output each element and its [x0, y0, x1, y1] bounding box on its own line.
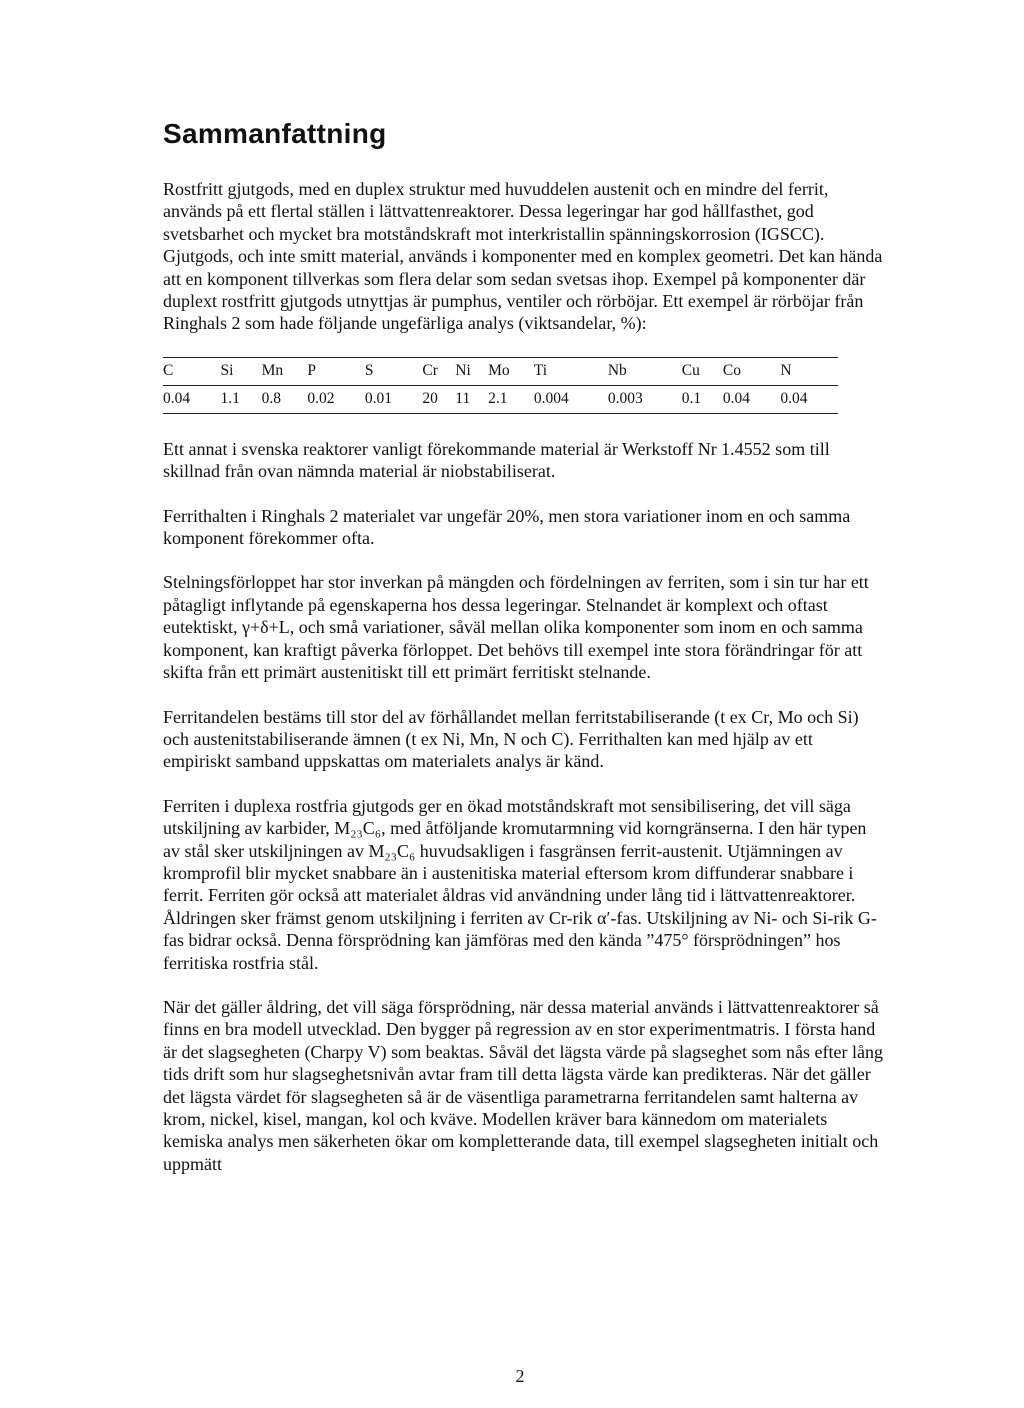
- header-cell: Mo: [488, 357, 534, 385]
- page-number: 2: [515, 1366, 525, 1386]
- document-page: [163, 118, 885, 1197]
- value-cell: 0.04: [723, 385, 781, 413]
- value-cell: 0.004: [534, 385, 608, 413]
- header-cell: Si: [221, 357, 262, 385]
- value-cell: 11: [455, 385, 488, 413]
- composition-table: [163, 357, 838, 414]
- paragraph-aging: När det gäller åldring, det vill säga försprödning, när dessa material används i lättvattenreaktorer så finns en bra modell utvecklad. Den bygger på regression av en stor experimentmatris. I första hand är det slagsegheten (Charpy V) som beaktas. Såväl det lägsta värde på slagseghet som nås efter lång tids drift som hur slagseghetsnivån avtar fram till detta lägsta värde kan predikteras. När det gäller det lägsta värdet för slagsegheten så är de väsentliga parametrarna ferritandelen samt halterna av krom, nickel, kisel, mangan, kol och kväve. Modellen kräver bara kännedom om materialets kemiska analys men säkerheten ökar om kompletterande data, till exempel slagsegheten initialt och uppmätt: [163, 996, 883, 1174]
- composition-header-row: [163, 357, 838, 385]
- paragraph-ferrite-content: Ferrithalten i Ringhals 2 materialet var ungefär 20%, men stora variationer inom en och samma komponent förekommer ofta.: [163, 505, 851, 549]
- value-cell: 1.1: [221, 385, 262, 413]
- value-cell: 0.02: [307, 385, 365, 413]
- header-cell: C: [163, 357, 221, 385]
- header-cell: Co: [723, 357, 781, 385]
- value-cell: 2.1: [488, 385, 534, 413]
- paragraph-ferrite-fraction: Ferritandelen bestäms till stor del av förhållandet mellan ferritstabiliserande (t ex Cr, Mo och Si) och austenitstabiliserande ämnen (t ex Ni, Mn, N och C). Ferrithalten kan med hjälp av ett empiriskt samband uppskattas om materialets analys är känd.: [163, 706, 859, 772]
- header-cell: Cu: [682, 357, 723, 385]
- value-cell: 0.01: [365, 385, 423, 413]
- header-cell: Ni: [455, 357, 488, 385]
- paragraph-solidification: Stelningsförloppet har stor inverkan på mängden och fördelningen av ferriten, som i sin tur har ett påtagligt inflytande på egenskaperna hos dessa legeringar. Stelnandet är komplext och oftast eutektiskt, γ+δ+L, och små variationer, såväl mellan olika komponenter som inom en och samma komponent, kan kraftigt påverka förloppet. Det behövs till exempel inte stora förändringar för att skifta från ett primärt austenitiskt till ett primärt ferritiskt stelnande.: [163, 572, 869, 683]
- value-cell: 0.04: [780, 385, 838, 413]
- paragraph-werkstoff: Ett annat i svenska reaktorer vanligt förekommande material är Werkstoff Nr 1.4552 som till skillnad från ovan nämnda material är niobstabiliserat.: [163, 438, 830, 482]
- value-cell: 0.04: [163, 385, 221, 413]
- paragraph-intro: Rostfritt gjutgods, med en duplex struktur med huvuddelen austenit och en mindre del ferrit, används på ett flertal ställen i lättvattenreaktorer. Dessa legeringar har god hållfasthet, god svetsbarhet och mycket bra motståndskraft mot interkristallin spänningskorrosion (IGSCC). Gjutgods, och inte smitt material, används i komponenter med en komplex geometri. Det kan hända att en komponent tillverkas som flera delar som sedan svetsas ihop. Exempel på komponenter där duplext rostfritt gjutgods utnyttjas är pumphus, ventiler och rörböjar. Ett exempel är rörböjar från Ringhals 2 som hade följande ungefärliga analys (viktsandelar, %):: [163, 179, 883, 334]
- paragraph-sensitization: Ferriten i duplexa rostfria gjutgods ger en ökad motståndskraft mot sensibilisering, det vill säga utskiljning av karbider, M₂₃C₆, med åtföljande kromutarmning vid korngränserna. I den här typen av stål sker utskiljningen av M₂₃C₆ huvudsakligen i fasgränsen ferrit-austenit. Utjämningen av kromprofil blir mycket snabbare än i austenitiska material eftersom krom diffunderar snabbare i ferrit. Ferriten gör också att materialet åldras vid användning under lång tid i lättvattenreaktorer. Åldringen sker främst genom utskiljning i ferriten av Cr-rik α′-fas. Utskiljning av Ni- och Si-rik G-fas bidrar också. Denna försprödning kan jämföras med den kända ”475° försprödningen” hos ferritiska rostfria stål.: [163, 795, 877, 973]
- header-cell: Nb: [608, 357, 682, 385]
- value-cell: 20: [422, 385, 455, 413]
- header-cell: Ti: [534, 357, 608, 385]
- section-heading: Sammanfattning: [163, 118, 387, 149]
- value-cell: 0.003: [608, 385, 682, 413]
- header-cell: Mn: [262, 357, 308, 385]
- header-cell: N: [780, 357, 838, 385]
- header-cell: Cr: [422, 357, 455, 385]
- composition-value-row: [163, 385, 838, 413]
- value-cell: 0.8: [262, 385, 308, 413]
- header-cell: S: [365, 357, 423, 385]
- header-cell: P: [307, 357, 365, 385]
- value-cell: 0.1: [682, 385, 723, 413]
